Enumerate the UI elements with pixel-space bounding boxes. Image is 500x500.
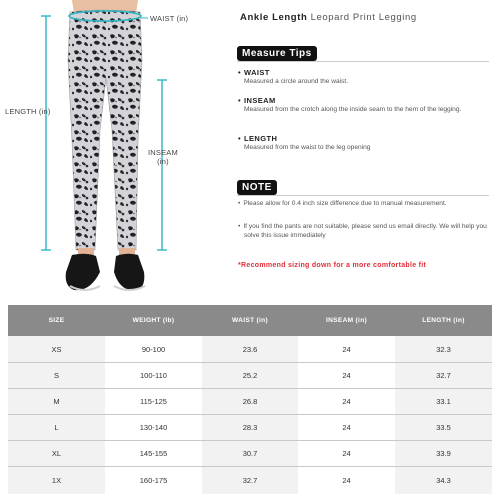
table-row-xl-size: XL [51,448,62,458]
note-item-tolerance: • Please allow for 0.4 inch size difference due to manual measurement. [238,199,496,208]
table-row-1x-size: 1X [51,475,62,485]
table-row-s-inseam: 24 [342,370,351,380]
table-row-l-waist: 28.3 [242,422,258,432]
tip-waist [238,68,496,86]
table-row-l-inseam: 24 [342,422,351,432]
table-row-1x-inseam: 24 [342,475,351,485]
table-row-s-weight: 100-110 [140,370,167,380]
inseam-label-top: INSEAM [148,148,178,157]
tip-length-desc: Measured from the waist to the leg opening [244,144,371,151]
table-row-xs-waist: 23.6 [242,344,258,354]
table-row-l-weight: 130-140 [139,422,168,432]
waist-dimension-label: WAIST (in) [150,14,189,23]
inseam-label-bottom: (in) [157,157,169,167]
tip-waist-title: • WAIST [238,68,496,77]
tip-length-title: • LENGTH [238,134,496,143]
table-row-l-size: L [54,422,59,432]
tip-inseam-title: • INSEAM [238,96,496,105]
legging-illustration [0,0,230,300]
table-row-xl-waist: 30.7 [242,448,258,458]
table-row-m-size: M [53,396,60,406]
note-heading: NOTE [237,180,277,195]
legging-model-figure [0,0,230,300]
table-row-m-length: 33.1 [436,396,451,406]
table-row-m-waist: 26.8 [242,396,258,406]
table-row-xs-size: XS [51,344,62,354]
tip-length [238,134,496,152]
table-row-xl-inseam: 24 [342,448,351,458]
product-title-rest: Leopard Print Legging [310,12,417,23]
table-row-1x-waist: 32.7 [242,475,258,485]
table-row-m-inseam: 24 [342,396,351,406]
table-row-1x-length: 34.3 [436,475,451,485]
length-dimension-label: LENGTH (in) [5,107,51,116]
table-row-l-length: 33.5 [436,422,451,432]
header-weight: WEIGHT (lb) [132,317,175,324]
inseam-dimension-label [148,148,178,167]
table-row-xl-weight: 145-155 [139,448,168,458]
recommend-sizing-note: *Recommend sizing down for a more comfortable fit [238,262,427,269]
table-row-1x-weight: 160-175 [139,475,168,485]
measure-tips-divider [237,61,489,62]
table-row-s-waist: 25.2 [242,370,258,380]
product-title [240,12,417,23]
tip-waist-desc: Measured a circle around the waist. [244,78,349,85]
note-divider [237,195,489,196]
tip-inseam [238,96,496,114]
header-size: SIZE [48,317,65,324]
note-item-contact: • If you find the pants are not suitable, please send us email directly. We will help you solve this issue immediately [238,222,496,240]
header-waist: WAIST (in) [232,317,268,324]
table-row-xs-weight: 90-100 [141,344,166,354]
header-length: LENGTH (in) [422,317,465,324]
table-row-xs-length: 32.3 [436,344,451,354]
table-row-xl-length: 33.9 [436,448,451,458]
table-row-m-weight: 115-125 [140,396,167,406]
table-row-xs-inseam: 24 [342,344,351,354]
size-chart-table [8,305,492,494]
table-row-s-length: 32.7 [436,370,451,380]
table-row-s-size: S [53,370,59,380]
header-inseam: INSEAM (in) [325,317,368,324]
tip-inseam-desc: Measured from the crotch along the inside seam to the hem of the legging. [244,106,462,113]
measure-tips-heading: Measure Tips [237,46,317,61]
product-title-bold: Ankle Length [240,12,308,23]
